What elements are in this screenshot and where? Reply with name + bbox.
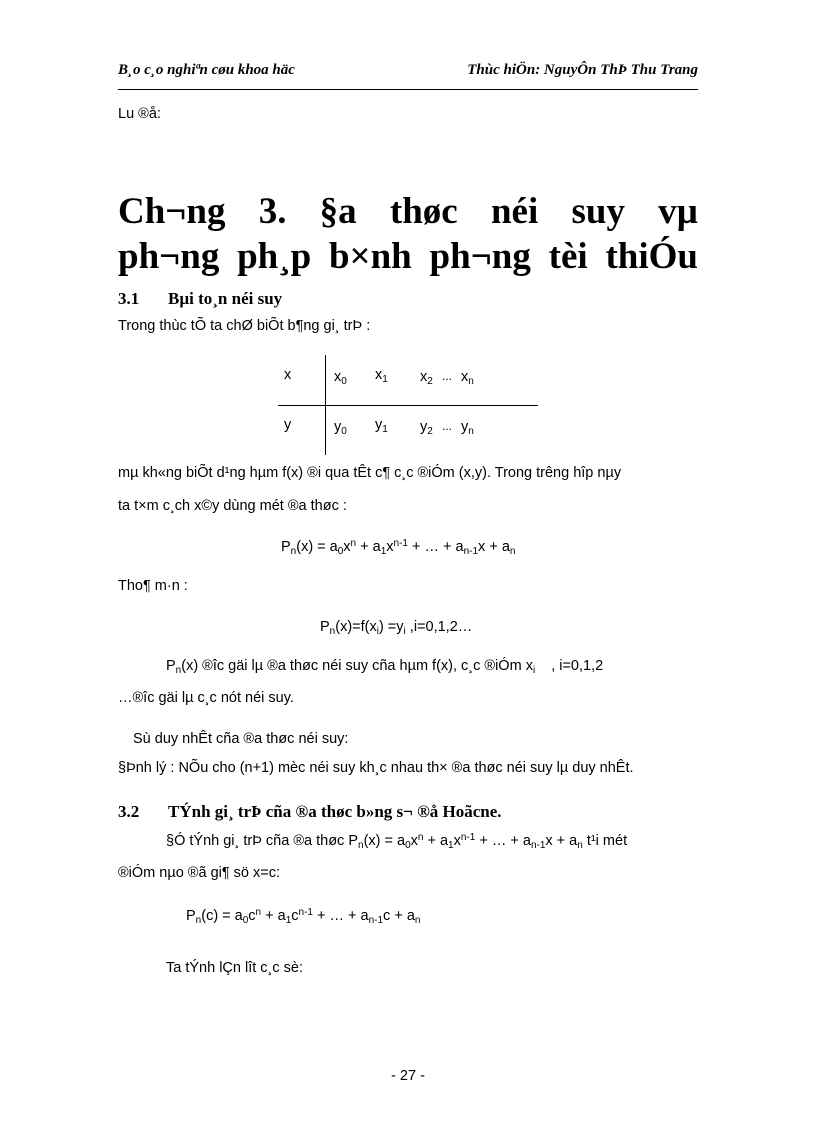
- value-table: [278, 355, 538, 455]
- paragraph-2-line2: …®îc gäi lµ c¸c nót néi suy.: [118, 690, 294, 706]
- polynomial-formula: $P_n(x) = a_0x^n + a_1x^{n-1}$ + … + $a_{n-1}x + a_n$: [281, 538, 516, 557]
- section-number: 3.2: [118, 802, 140, 821]
- note-text: Lu ®å:: [118, 106, 161, 122]
- paragraph-1-line1: mµ kh«ng biÕt d¹ng hµm f(x) ®i qua tÊt c¶ c¸c ®iÓm (x,y). Trong trêng hîp nµy: [118, 465, 622, 481]
- paragraph-1-line2: ta t×m c¸ch x©y dùng mét ®a thøc :: [118, 498, 347, 514]
- intro-text: Trong thùc tÕ ta chØ biÕt b¶ng gi¸ trÞ :: [118, 318, 371, 334]
- chapter-title-line2: ph¬ng ph¸p b×nh ph¬ng tèi thiÓu: [118, 236, 698, 277]
- page-number: - 27 -: [391, 1068, 425, 1084]
- header-report-title: B¸o c¸o nghiªn cøu khoa häc: [118, 62, 295, 78]
- condition-label: Tho¶ m·n :: [118, 578, 188, 594]
- paragraph-3-line1: §Ó tÝnh gi¸ trÞ cña ®a thøc $P_n(x) = a_0x^n + a_1x^{n-1}$ + … + $a_{n-1}x + a_n$ t¹i mét: [166, 832, 628, 851]
- table-yn: $y_n$: [461, 419, 474, 437]
- table-x2: $x_2$: [420, 369, 433, 387]
- section-number: 3.1: [118, 289, 140, 308]
- final-line: Ta tÝnh lÇn lît c¸c sè:: [166, 960, 303, 976]
- section-title: Bµi to¸n néi suy: [168, 289, 283, 308]
- table-y1: $y_1$: [375, 417, 388, 435]
- paragraph-3-line2: ®iÓm nµo ®ã gi¶ sö x=c:: [118, 865, 281, 881]
- evaluation-formula: $P_n(c) = a_0c^n + a_1c^{n-1}$ + … + $a_{n-1}c + a_n$: [186, 907, 421, 926]
- table-x-label: x: [284, 367, 292, 383]
- chapter-title-line1: Ch¬ng 3. §a thøc néi suy vµ: [118, 191, 698, 232]
- interpolation-condition-formula: $P_n(x)=f(x_i) =y_i$ ,i=0,1,2…: [320, 619, 473, 637]
- table-x-dots: ...: [442, 369, 453, 383]
- theorem-text: §Þnh lý : NÕu cho (n+1) mèc néi suy kh¸c nhau th× ®a thøc néi suy lµ duy nhÊt.: [118, 760, 634, 776]
- section-title: TÝnh gi¸ trÞ cña ®a thøc b»ng s¬ ®å Hoãcne.: [168, 802, 502, 821]
- uniqueness-heading: Sù duy nhÊt cña ®a thøc néi suy:: [133, 731, 349, 747]
- paragraph-2-line1: $P_n(x)$ ®îc gäi lµ ®a thøc néi suy cña hµm f(x), c¸c ®iÓm $x_i$ , i=0,1,2: [166, 658, 604, 676]
- table-y0: $y_0$: [334, 419, 347, 437]
- table-y-label: y: [284, 417, 292, 433]
- header-author: Thùc hiÖn: NguyÔn ThÞ Thu Trang: [467, 62, 698, 78]
- table-x0: $x_0$: [334, 369, 347, 387]
- header-rule: [118, 89, 698, 90]
- table-x1: $x_1$: [375, 367, 388, 385]
- table-y2: $y_2$: [420, 419, 433, 437]
- table-y-dots: ...: [442, 419, 453, 433]
- table-xn: $x_n$: [461, 369, 474, 387]
- table-horizontal-divider: [278, 405, 538, 406]
